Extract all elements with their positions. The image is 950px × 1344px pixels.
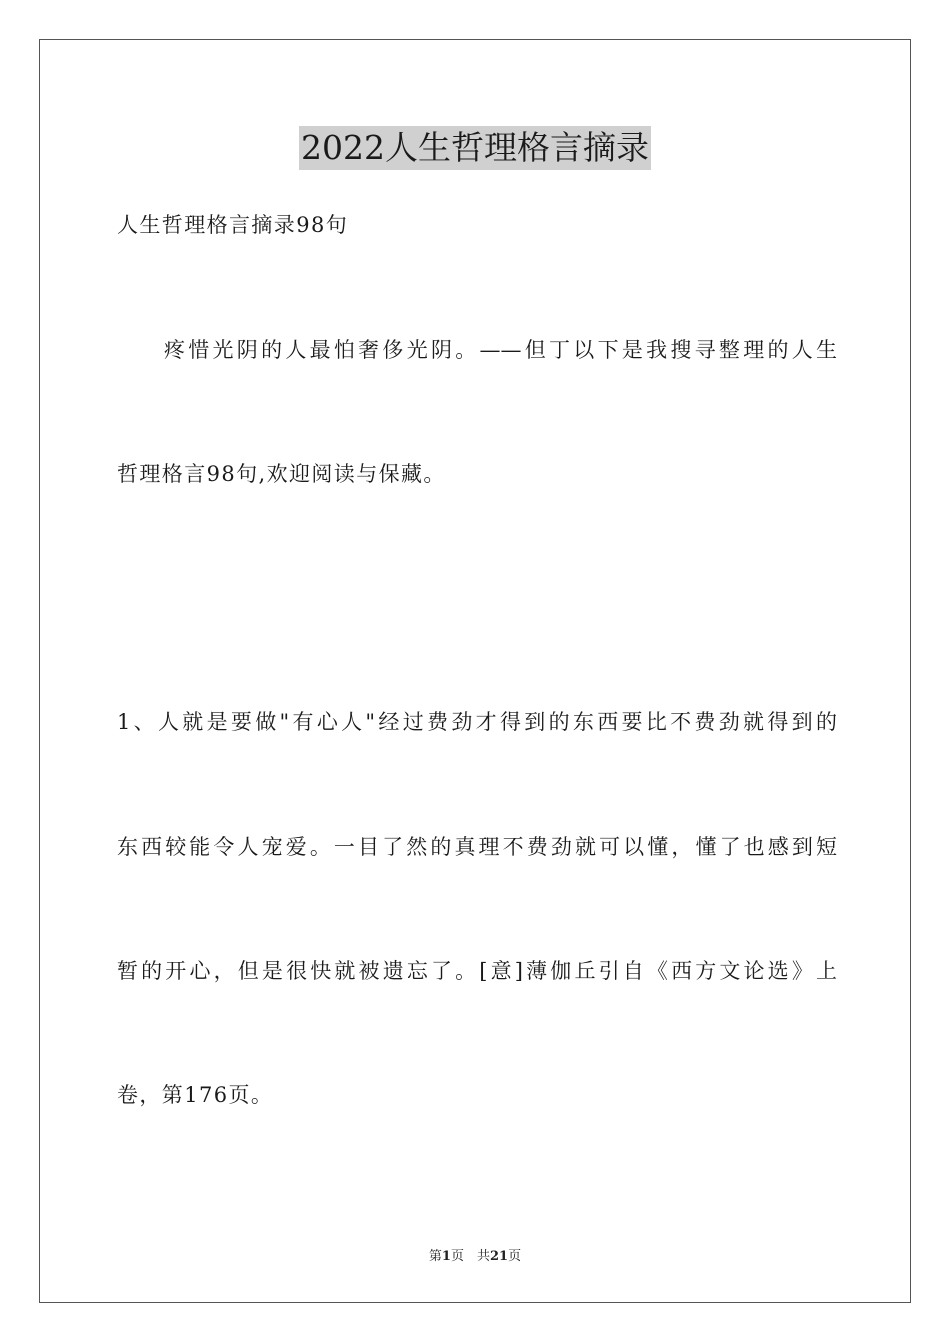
item1-line-4: 卷，第176页。 (117, 1083, 274, 1107)
intro-line-2: 哲理格言98句,欢迎阅读与保藏。 (117, 462, 446, 486)
title-container (0, 126, 950, 170)
document-subtitle: 人生哲理格言摘录98句 (117, 213, 349, 237)
item1-line-3: 暂的开心，但是很快就被遗忘了。[意]薄伽丘引自《西方文论选》上 (117, 959, 837, 983)
footer-page-total: 21 (489, 1249, 509, 1264)
footer-prefix: 第 (428, 1249, 442, 1264)
item1-line-2: 东西较能令人宠爱。一目了然的真理不费劲就可以懂，懂了也感到短 (117, 835, 837, 859)
footer-mid: 页 共 (450, 1249, 490, 1264)
item1-line-1: 1、人就是要做"有心人"经过费劲才得到的东西要比不费劲就得到的 (117, 710, 837, 734)
document-title: 2022人生哲理格言摘录 (299, 126, 651, 170)
footer-suffix: 页 (508, 1249, 522, 1264)
page-footer (0, 1248, 950, 1266)
intro-line-1: 疼惜光阴的人最怕奢侈光阴。——但丁以下是我搜寻整理的人生 (164, 338, 837, 362)
footer-page-number: 1 (441, 1249, 451, 1264)
